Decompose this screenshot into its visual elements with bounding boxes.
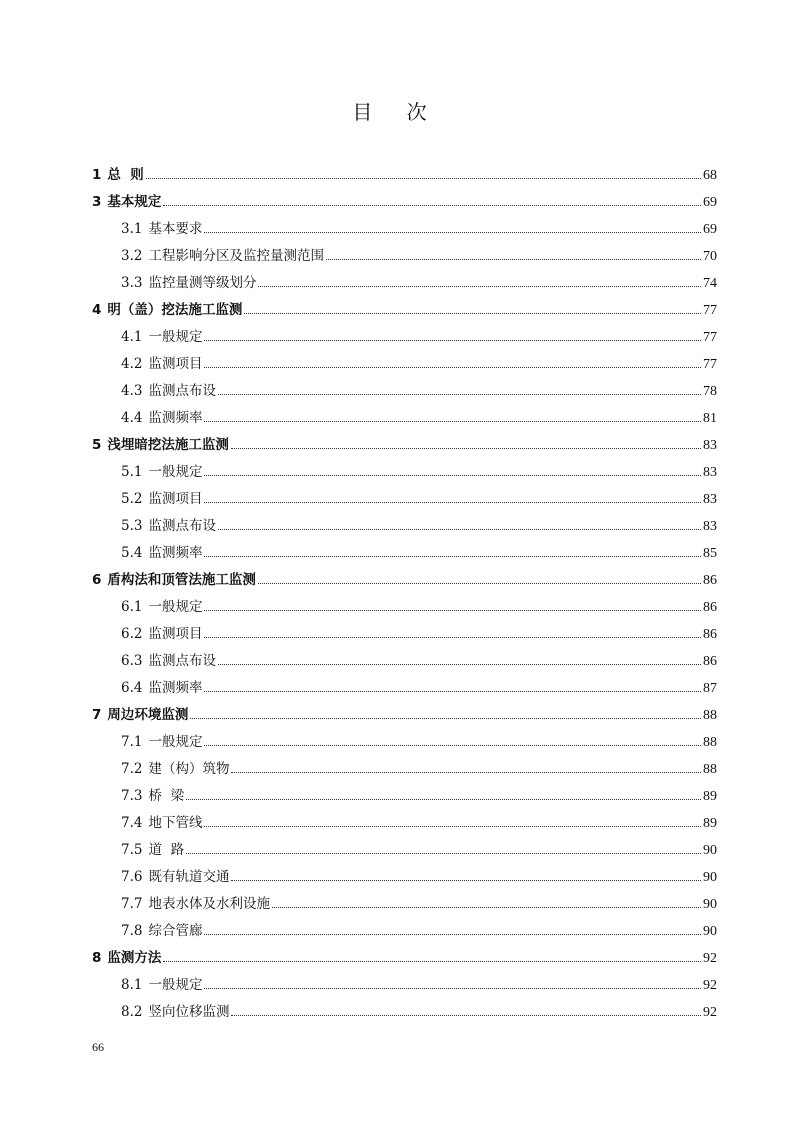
toc-entry-page: 89 xyxy=(703,816,717,831)
page-title: 目 次 xyxy=(352,100,441,124)
dot-leader xyxy=(204,637,701,638)
toc-entry-page: 92 xyxy=(703,1005,717,1020)
toc-entry-page: 68 xyxy=(703,168,717,183)
dot-leader xyxy=(204,475,701,476)
toc-entry-title: 监测点布设 xyxy=(148,383,216,399)
toc-entry-label xyxy=(121,379,216,399)
toc-section-entry[interactable] xyxy=(92,973,717,1000)
toc-entry-label xyxy=(121,649,216,669)
toc-entry-title: 综合管廊 xyxy=(148,923,203,939)
dot-leader xyxy=(204,502,701,503)
toc-section-entry[interactable] xyxy=(92,811,717,838)
toc-section-entry[interactable] xyxy=(92,514,717,541)
toc-entry-label xyxy=(121,973,202,993)
dot-leader xyxy=(218,394,701,395)
toc-entry-page: 89 xyxy=(703,789,717,804)
toc-entry-number: 5.3 xyxy=(121,518,143,534)
dot-leader xyxy=(204,421,701,422)
toc-section-entry[interactable] xyxy=(92,271,717,298)
toc-entry-page: 83 xyxy=(703,438,717,453)
toc-entry-page: 88 xyxy=(703,708,717,723)
dot-leader xyxy=(258,286,701,287)
toc-entry-number: 5 xyxy=(92,437,102,453)
toc-entry-page: 69 xyxy=(703,222,717,237)
page-number: 66 xyxy=(92,1040,104,1054)
dot-leader xyxy=(272,907,701,908)
toc-entry-page: 88 xyxy=(703,762,717,777)
toc-entry-number: 7.8 xyxy=(121,923,143,939)
toc-entry-label xyxy=(121,217,202,237)
dot-leader xyxy=(190,718,701,719)
toc-entry-title: 基本要求 xyxy=(148,221,203,237)
dot-leader xyxy=(231,448,701,449)
toc-entry-page: 74 xyxy=(703,276,717,291)
toc-section-entry[interactable] xyxy=(92,406,717,433)
toc-entry-title: 监测频率 xyxy=(148,545,203,561)
toc-entry-title: 监测项目 xyxy=(148,491,203,507)
toc-chapter-entry[interactable] xyxy=(92,163,717,190)
toc-entry-number: 6.1 xyxy=(121,599,143,615)
toc-entry-label xyxy=(121,865,229,885)
dot-leader xyxy=(244,313,701,314)
toc-entry-label xyxy=(121,838,184,858)
toc-entry-page: 90 xyxy=(703,924,717,939)
toc-entry-number: 8.1 xyxy=(121,977,143,993)
toc-entry-number: 7.4 xyxy=(121,815,143,831)
toc-entry-label xyxy=(121,514,216,534)
toc-entry-title: 监测项目 xyxy=(148,626,203,642)
dot-leader xyxy=(231,772,701,773)
toc-section-entry[interactable] xyxy=(92,622,717,649)
toc-entry-page: 92 xyxy=(703,978,717,993)
dot-leader xyxy=(186,799,701,800)
toc-entry-page: 70 xyxy=(703,249,717,264)
toc-entry-number: 3 xyxy=(92,194,102,210)
dot-leader xyxy=(163,961,701,962)
toc-entry-page: 81 xyxy=(703,411,717,426)
toc-section-entry[interactable] xyxy=(92,595,717,622)
dot-leader xyxy=(146,178,701,179)
toc-entry-label xyxy=(121,325,202,345)
toc-entry-page: 78 xyxy=(703,384,717,399)
toc-entry-title: 道 路 xyxy=(148,842,185,858)
toc-entry-label xyxy=(121,622,202,642)
toc-entry-number: 4.3 xyxy=(121,383,143,399)
toc-entry-label xyxy=(121,757,229,777)
toc-entry-label xyxy=(92,163,144,183)
toc-entry-number: 8 xyxy=(92,950,102,966)
toc-entry-number: 3.3 xyxy=(121,275,143,291)
toc-entry-number: 4.4 xyxy=(121,410,143,426)
toc-entry-page: 87 xyxy=(703,681,717,696)
toc-entry-label xyxy=(121,892,270,912)
toc-section-entry[interactable] xyxy=(92,784,717,811)
toc-entry-page: 88 xyxy=(703,735,717,750)
toc-entry-number: 5.4 xyxy=(121,545,143,561)
dot-leader xyxy=(231,1015,701,1016)
toc-entry-number: 6 xyxy=(92,572,102,588)
toc-entry-label xyxy=(121,541,202,561)
toc-entry-title: 地下管线 xyxy=(148,815,203,831)
toc-entry-page: 83 xyxy=(703,492,717,507)
toc-entry-title: 监控量测等级划分 xyxy=(148,275,257,291)
toc-entry-title: 监测点布设 xyxy=(148,518,216,534)
dot-leader xyxy=(204,232,701,233)
toc-entry-label xyxy=(121,487,202,507)
toc-section-entry[interactable] xyxy=(92,1000,717,1027)
toc-entry-title: 总 则 xyxy=(107,167,144,183)
dot-leader xyxy=(258,583,701,584)
toc-entry-page: 86 xyxy=(703,627,717,642)
toc-entry-title: 监测项目 xyxy=(148,356,203,372)
toc-entry-label xyxy=(92,298,242,318)
toc-entry-page: 90 xyxy=(703,843,717,858)
toc-section-entry[interactable] xyxy=(92,379,717,406)
toc-entry-label xyxy=(121,406,202,426)
toc-entry-number: 7.5 xyxy=(121,842,143,858)
toc-section-entry[interactable] xyxy=(92,487,717,514)
toc-entry-page: 77 xyxy=(703,357,717,372)
toc-section-entry[interactable] xyxy=(92,919,717,946)
toc-chapter-entry[interactable] xyxy=(92,568,717,595)
toc-entry-number: 6.2 xyxy=(121,626,143,642)
toc-section-entry[interactable] xyxy=(92,460,717,487)
toc-chapter-entry[interactable] xyxy=(92,433,717,460)
toc-entry-page: 86 xyxy=(703,600,717,615)
toc-section-entry[interactable] xyxy=(92,676,717,703)
toc-entry-label xyxy=(121,595,202,615)
toc-section-entry[interactable] xyxy=(92,217,717,244)
dot-leader xyxy=(204,556,701,557)
toc-chapter-entry[interactable] xyxy=(92,190,717,217)
toc-entry-title: 基本规定 xyxy=(107,194,162,210)
toc-entry-page: 90 xyxy=(703,897,717,912)
toc-entry-title: 工程影响分区及监控量测范围 xyxy=(148,248,324,264)
dot-leader xyxy=(218,529,701,530)
toc-section-entry[interactable] xyxy=(92,865,717,892)
toc-entry-number: 7 xyxy=(92,707,102,723)
dot-leader xyxy=(204,340,701,341)
toc-entry-number: 3.2 xyxy=(121,248,143,264)
dot-leader xyxy=(218,664,701,665)
toc-entry-number: 7.3 xyxy=(121,788,143,804)
toc-entry-title: 地表水体及水利设施 xyxy=(148,896,270,912)
toc-entry-title: 监测方法 xyxy=(107,950,162,966)
toc-entry-title: 竖向位移监测 xyxy=(148,1004,230,1020)
toc-section-entry[interactable] xyxy=(92,757,717,784)
toc-section-entry[interactable] xyxy=(92,325,717,352)
toc-section-entry[interactable] xyxy=(92,892,717,919)
dot-leader xyxy=(204,367,701,368)
toc-entry-page: 77 xyxy=(703,303,717,318)
toc-entry-number: 4 xyxy=(92,302,102,318)
dot-leader xyxy=(231,880,701,881)
toc-entry-number: 4.1 xyxy=(121,329,143,345)
toc-entry-number: 7.7 xyxy=(121,896,143,912)
toc-entry-title: 桥 梁 xyxy=(148,788,185,804)
toc-entry-number: 5.1 xyxy=(121,464,143,480)
toc-entry-number: 7.1 xyxy=(121,734,143,750)
toc-entry-number: 4.2 xyxy=(121,356,143,372)
toc-entry-number: 7.2 xyxy=(121,761,143,777)
toc-entry-title: 一般规定 xyxy=(148,464,203,480)
toc-entry-label xyxy=(121,676,202,696)
toc-entry-title: 既有轨道交通 xyxy=(148,869,230,885)
toc-entry-title: 监测频率 xyxy=(148,680,203,696)
toc-entry-label xyxy=(121,811,202,831)
toc-chapter-entry[interactable] xyxy=(92,946,717,973)
toc-entry-title: 建（构）筑物 xyxy=(148,761,230,777)
toc-entry-label xyxy=(121,730,202,750)
dot-leader xyxy=(163,205,701,206)
toc-entry-title: 周边环境监测 xyxy=(107,707,189,723)
toc-section-entry[interactable] xyxy=(92,838,717,865)
toc-entry-page: 77 xyxy=(703,330,717,345)
toc-entry-label xyxy=(92,946,161,966)
toc-entry-label xyxy=(121,919,202,939)
toc-section-entry[interactable] xyxy=(92,244,717,271)
toc-entry-label xyxy=(121,244,324,264)
toc-entry-label xyxy=(92,703,188,723)
toc-entry-label xyxy=(121,271,256,291)
toc-entry-title: 一般规定 xyxy=(148,329,203,345)
toc-entry-number: 5.2 xyxy=(121,491,143,507)
dot-leader xyxy=(204,610,701,611)
dot-leader xyxy=(204,691,701,692)
toc-entry-number: 6.4 xyxy=(121,680,143,696)
toc-chapter-entry[interactable] xyxy=(92,298,717,325)
toc-entry-label xyxy=(121,352,202,372)
toc-entry-number: 6.3 xyxy=(121,653,143,669)
dot-leader xyxy=(204,826,701,827)
table-of-contents xyxy=(92,163,717,1027)
toc-entry-page: 92 xyxy=(703,951,717,966)
toc-section-entry[interactable] xyxy=(92,649,717,676)
toc-section-entry[interactable] xyxy=(92,541,717,568)
toc-entry-number: 8.2 xyxy=(121,1004,143,1020)
toc-entry-label xyxy=(121,1000,229,1020)
dot-leader xyxy=(204,934,701,935)
toc-entry-label xyxy=(92,433,229,453)
toc-entry-label xyxy=(121,460,202,480)
toc-entry-title: 一般规定 xyxy=(148,734,203,750)
toc-entry-page: 86 xyxy=(703,573,717,588)
toc-entry-title: 明（盖）挖法施工监测 xyxy=(107,302,243,318)
toc-entry-title: 监测频率 xyxy=(148,410,203,426)
toc-entry-title: 一般规定 xyxy=(148,599,203,615)
toc-section-entry[interactable] xyxy=(92,730,717,757)
toc-entry-page: 85 xyxy=(703,546,717,561)
toc-entry-page: 86 xyxy=(703,654,717,669)
toc-entry-title: 浅埋暗挖法施工监测 xyxy=(107,437,229,453)
toc-entry-page: 90 xyxy=(703,870,717,885)
toc-entry-page: 83 xyxy=(703,519,717,534)
toc-entry-title: 盾构法和顶管法施工监测 xyxy=(107,572,256,588)
toc-entry-number: 3.1 xyxy=(121,221,143,237)
toc-entry-page: 83 xyxy=(703,465,717,480)
toc-entry-title: 监测点布设 xyxy=(148,653,216,669)
dot-leader xyxy=(326,259,701,260)
toc-entry-title: 一般规定 xyxy=(148,977,203,993)
toc-entry-label xyxy=(92,190,161,210)
toc-section-entry[interactable] xyxy=(92,352,717,379)
toc-entry-label xyxy=(92,568,256,588)
toc-entry-label xyxy=(121,784,184,804)
dot-leader xyxy=(204,745,701,746)
dot-leader xyxy=(186,853,701,854)
dot-leader xyxy=(204,988,701,989)
toc-entry-number: 7.6 xyxy=(121,869,143,885)
toc-chapter-entry[interactable] xyxy=(92,703,717,730)
toc-entry-page: 69 xyxy=(703,195,717,210)
toc-entry-number: 1 xyxy=(92,167,102,183)
